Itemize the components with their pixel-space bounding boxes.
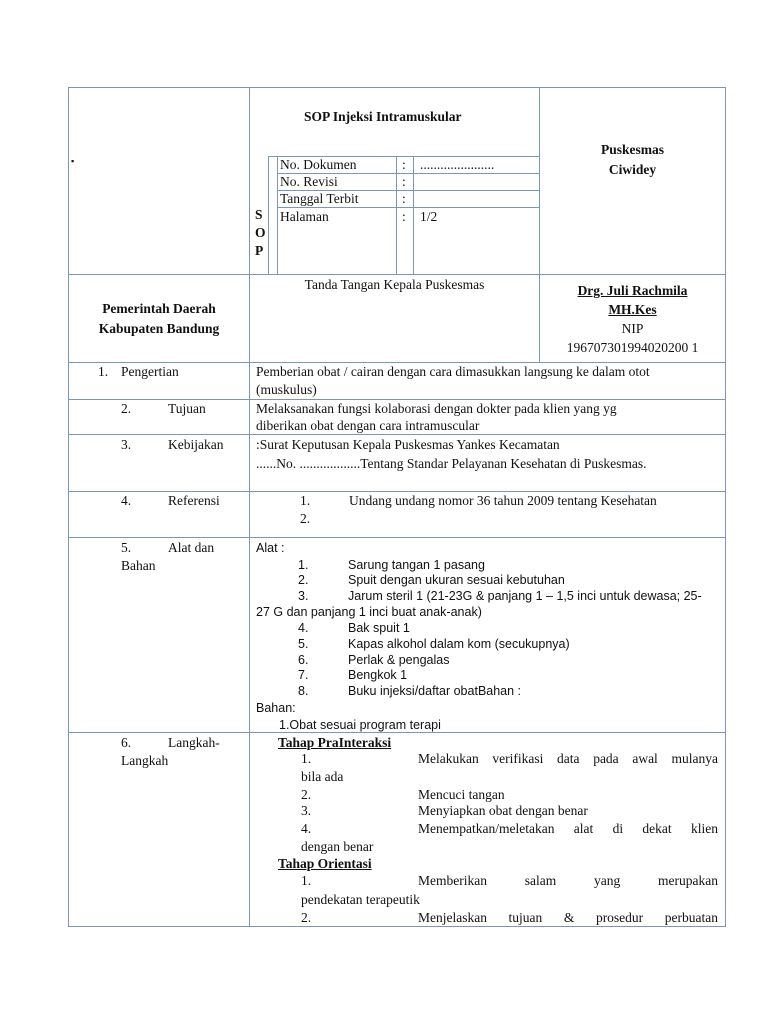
sop-letter-s: S: [255, 207, 263, 222]
word: tujuan: [508, 910, 543, 925]
word: klien: [690, 821, 718, 836]
section-text: :Surat Keputusan Kepala Puskesmas Yankes Kecamatan: [256, 437, 560, 452]
section-number: 6.: [121, 735, 132, 750]
list-item: Sarung tangan 1 pasang: [348, 558, 485, 572]
doc-field-label: Tanggal Terbit: [280, 191, 359, 206]
list-item: Bak spuit 1: [348, 621, 410, 635]
list-item-number: 2.: [301, 787, 312, 802]
word: prosedur: [595, 910, 644, 925]
list-item-number: 4.: [301, 821, 312, 836]
word: &: [563, 910, 575, 925]
section-label: Tujuan: [168, 401, 206, 416]
list-item: Kapas alkohol dalam kom (secukupnya): [348, 637, 570, 651]
section-number: 3.: [121, 437, 132, 452]
org-name-line2: Ciwidey: [608, 162, 657, 177]
list-item-number: 7.: [298, 668, 309, 682]
org-name-line1: Puskesmas: [600, 142, 664, 157]
word: dekat: [642, 821, 672, 836]
list-item: Buku injeksi/daftar obatBahan :: [348, 684, 522, 698]
list-item-number: 1.: [300, 493, 311, 508]
section-number: 1.: [98, 364, 109, 379]
section-text: Melaksanakan fungsi kolaborasi dengan dokter pada klien yang yg: [256, 401, 617, 416]
word: di: [612, 821, 624, 836]
list-item: Mencuci tangan: [418, 787, 505, 802]
bahan-item: 1.Obat sesuai program terapi: [279, 718, 441, 732]
section-label: Langkah-: [168, 735, 220, 750]
list-item-number: 4.: [298, 621, 309, 635]
list-item: Spuit dengan ukuran sesuai kebutuhan: [348, 573, 565, 587]
head-name-line2: MH.Kes: [608, 302, 657, 317]
bahan-heading: Bahan:: [256, 701, 296, 715]
list-item-number: 3.: [298, 589, 309, 603]
word: pada: [593, 751, 619, 766]
signature-label: Tanda Tangan Kepala Puskesmas: [304, 277, 485, 292]
list-item-number: 1.: [298, 558, 309, 572]
word: awal: [632, 751, 658, 766]
nip-label: NIP: [621, 321, 644, 336]
bullet-marker: ▪: [71, 156, 75, 166]
doc-field-label: No. Revisi: [280, 174, 338, 189]
sop-letter-p: P: [255, 243, 264, 258]
doc-field-sep: :: [402, 157, 406, 172]
doc-field-label: No. Dokumen: [280, 157, 357, 172]
word: perbuatan: [664, 910, 718, 925]
doc-field-value: 1/2: [420, 209, 438, 224]
sop-letter-o: O: [255, 225, 266, 240]
doc-field-value: ......................: [420, 157, 495, 172]
word: alat: [573, 821, 594, 836]
word: Memberikan: [418, 873, 487, 888]
head-name-line1: Drg. Juli Rachmila: [577, 283, 688, 298]
list-item: Bengkok 1: [348, 668, 408, 682]
section-number: 5.: [121, 540, 132, 555]
section-label: Referensi: [168, 493, 220, 508]
list-item: Menyiapkan obat dengan benar: [418, 803, 588, 818]
list-item-number: 1.: [301, 751, 312, 766]
list-item: [418, 751, 718, 767]
word: yang: [593, 873, 621, 888]
list-item-number: 2.: [298, 573, 309, 587]
sop-title: SOP Injeksi Intramuskular: [304, 109, 462, 124]
doc-field-sep: :: [402, 209, 406, 224]
section-number: 4.: [121, 493, 132, 508]
list-item: [418, 821, 718, 837]
section-label: Langkah: [121, 753, 169, 768]
section-label: Alat dan: [168, 540, 215, 555]
list-item-continuation: dengan benar: [301, 839, 374, 854]
list-item: Jarum steril 1 (21-23G & panjang 1 – 1,5 inci untuk dewasa; 25-: [348, 589, 702, 603]
list-item-continuation: pendekatan terapeutik: [301, 892, 420, 907]
section-number: 2.: [121, 401, 132, 416]
orientasi-heading: Tahap Orientasi: [278, 856, 372, 871]
section-text: Pemberian obat / cairan dengan cara dimasukkan langsung ke dalam otot: [256, 364, 650, 379]
list-item-number: 2.: [301, 910, 312, 925]
nip-number: 196707301994020200 1: [566, 340, 699, 355]
list-item: Perlak & pengalas: [348, 653, 450, 667]
alat-heading: Alat :: [256, 541, 285, 555]
word: salam: [524, 873, 557, 888]
list-item-number: 6.: [298, 653, 309, 667]
word: mulanya: [671, 751, 718, 766]
word: data: [557, 751, 580, 766]
list-item-continuation: 27 G dan panjang 1 inci buat anak-anak): [256, 605, 482, 619]
list-item-number: 8.: [298, 684, 309, 698]
government-line2: Kabupaten Bandung: [98, 321, 220, 336]
section-label: Bahan: [121, 558, 156, 573]
list-item: [418, 910, 718, 926]
section-label: Pengertian: [121, 364, 179, 379]
list-item-number: 5.: [298, 637, 309, 651]
word: verifikasi: [492, 751, 544, 766]
pra-interaksi-heading: Tahap PraInteraksi: [278, 735, 392, 750]
word: Menempatkan/meletakan: [418, 821, 555, 836]
word: Melakukan: [418, 751, 479, 766]
list-item-number: 3.: [301, 803, 312, 818]
government-line1: Pemerintah Daerah: [102, 301, 216, 316]
list-item: Undang undang nomor 36 tahun 2009 tentang Kesehatan: [349, 493, 657, 508]
section-label: Kebijakan: [168, 437, 224, 452]
section-text: diberikan obat dengan cara intramuscular: [256, 418, 480, 433]
word: Menjelaskan: [418, 910, 487, 925]
list-item: [418, 873, 718, 889]
list-item-number: 2.: [300, 511, 311, 526]
section-text: (muskulus): [256, 382, 317, 397]
doc-field-label: Halaman: [280, 209, 329, 224]
list-item-continuation: bila ada: [301, 769, 344, 784]
section-text: ......No. ..................Tentang Standar Pelayanan Kesehatan di Puskesmas.: [256, 456, 647, 471]
list-item-number: 1.: [301, 873, 312, 888]
doc-field-sep: :: [402, 191, 406, 206]
doc-field-sep: :: [402, 174, 406, 189]
word: merupakan: [657, 873, 718, 888]
